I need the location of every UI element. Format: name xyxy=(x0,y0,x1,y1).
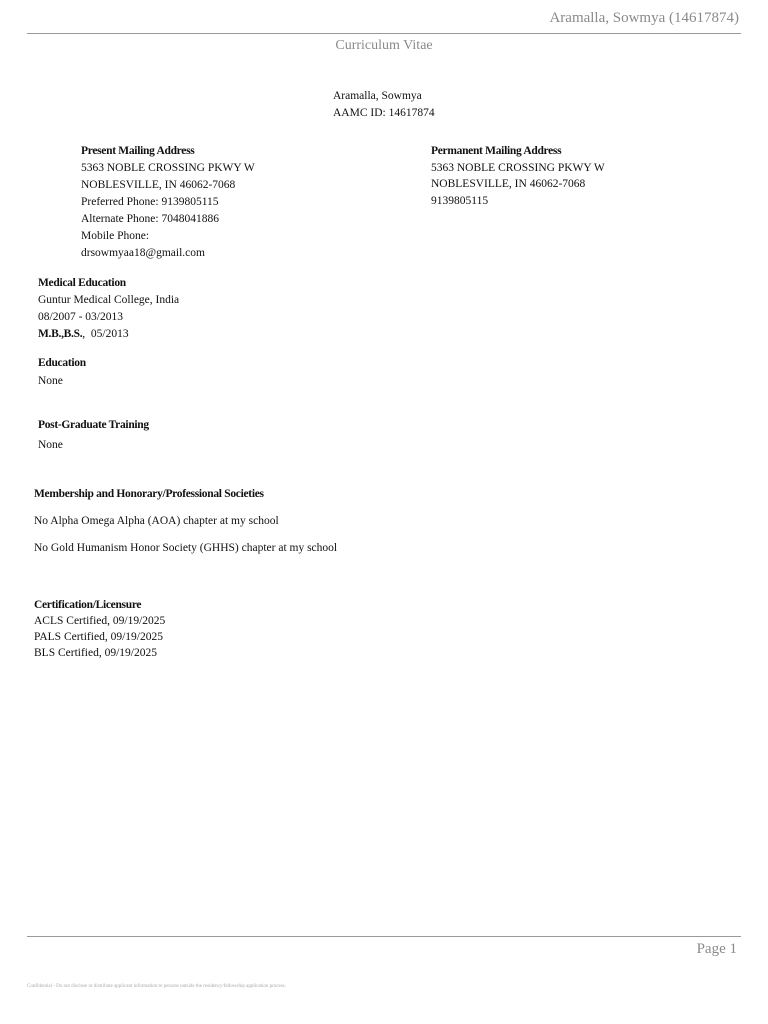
certification-item: BLS Certified, 09/19/2025 xyxy=(34,647,157,659)
membership-item: No Gold Humanism Honor Society (GHHS) chapter at my school xyxy=(34,542,338,554)
certification-section xyxy=(34,597,165,662)
permanent-address-line1: 5363 NOBLE CROSSING PKWY W xyxy=(431,162,605,174)
medical-school-dates: 08/2007 - 03/2013 xyxy=(38,311,123,323)
permanent-address-line2: NOBLESVILLE, IN 46062-7068 xyxy=(431,178,586,190)
education-section xyxy=(38,355,86,390)
degree-line xyxy=(38,326,179,343)
permanent-phone: 9139805115 xyxy=(431,195,489,207)
footer-divider xyxy=(27,936,741,937)
post-graduate-heading: Post-Graduate Training xyxy=(38,419,149,431)
memberships-section xyxy=(34,486,337,557)
certification-heading: Certification/Licensure xyxy=(34,599,142,611)
memberships-heading: Membership and Honorary/Professional Societies xyxy=(34,488,264,500)
header-applicant-name: Aramalla, Sowmya (14617874) xyxy=(549,10,739,26)
preferred-phone: Preferred Phone: 9139805115 xyxy=(81,196,219,208)
confidential-notice: Confidential - Do not disclose or distribute applicant information to persons outside the residency/fellowship application process. xyxy=(27,984,286,989)
education-value: None xyxy=(38,375,63,387)
aamc-id: AAMC ID: 14617874 xyxy=(333,107,435,119)
mobile-phone: Mobile Phone: xyxy=(81,230,150,242)
membership-item: No Alpha Omega Alpha (AOA) chapter at my school xyxy=(34,515,279,527)
present-address-line1: 5363 NOBLE CROSSING PKWY W xyxy=(81,162,255,174)
permanent-address-heading: Permanent Mailing Address xyxy=(431,145,562,157)
degree: M.B.,B.S. xyxy=(38,328,83,340)
header-divider xyxy=(27,33,741,34)
degree-date: , 05/2013 xyxy=(82,328,129,340)
identity-block xyxy=(333,88,435,122)
medical-school: Guntur Medical College, India xyxy=(38,294,180,306)
email: drsowmyaa18@gmail.com xyxy=(81,247,205,259)
certification-item: ACLS Certified, 09/19/2025 xyxy=(34,615,166,627)
education-heading: Education xyxy=(38,357,86,369)
alternate-phone: Alternate Phone: 7048041886 xyxy=(81,213,219,225)
page-number: Page 1 xyxy=(696,941,737,957)
page-title: Curriculum Vitae xyxy=(335,38,433,53)
certification-item: PALS Certified, 09/19/2025 xyxy=(34,631,163,643)
medical-education-heading: Medical Education xyxy=(38,277,126,289)
post-graduate-section xyxy=(38,417,149,454)
present-address-line2: NOBLESVILLE, IN 46062-7068 xyxy=(81,179,236,191)
post-graduate-value: None xyxy=(38,439,63,451)
applicant-name: Aramalla, Sowmya xyxy=(333,90,422,102)
present-address-heading: Present Mailing Address xyxy=(81,145,195,157)
medical-education-section xyxy=(38,275,179,343)
permanent-address-block xyxy=(431,143,605,210)
present-address-block xyxy=(81,143,255,262)
